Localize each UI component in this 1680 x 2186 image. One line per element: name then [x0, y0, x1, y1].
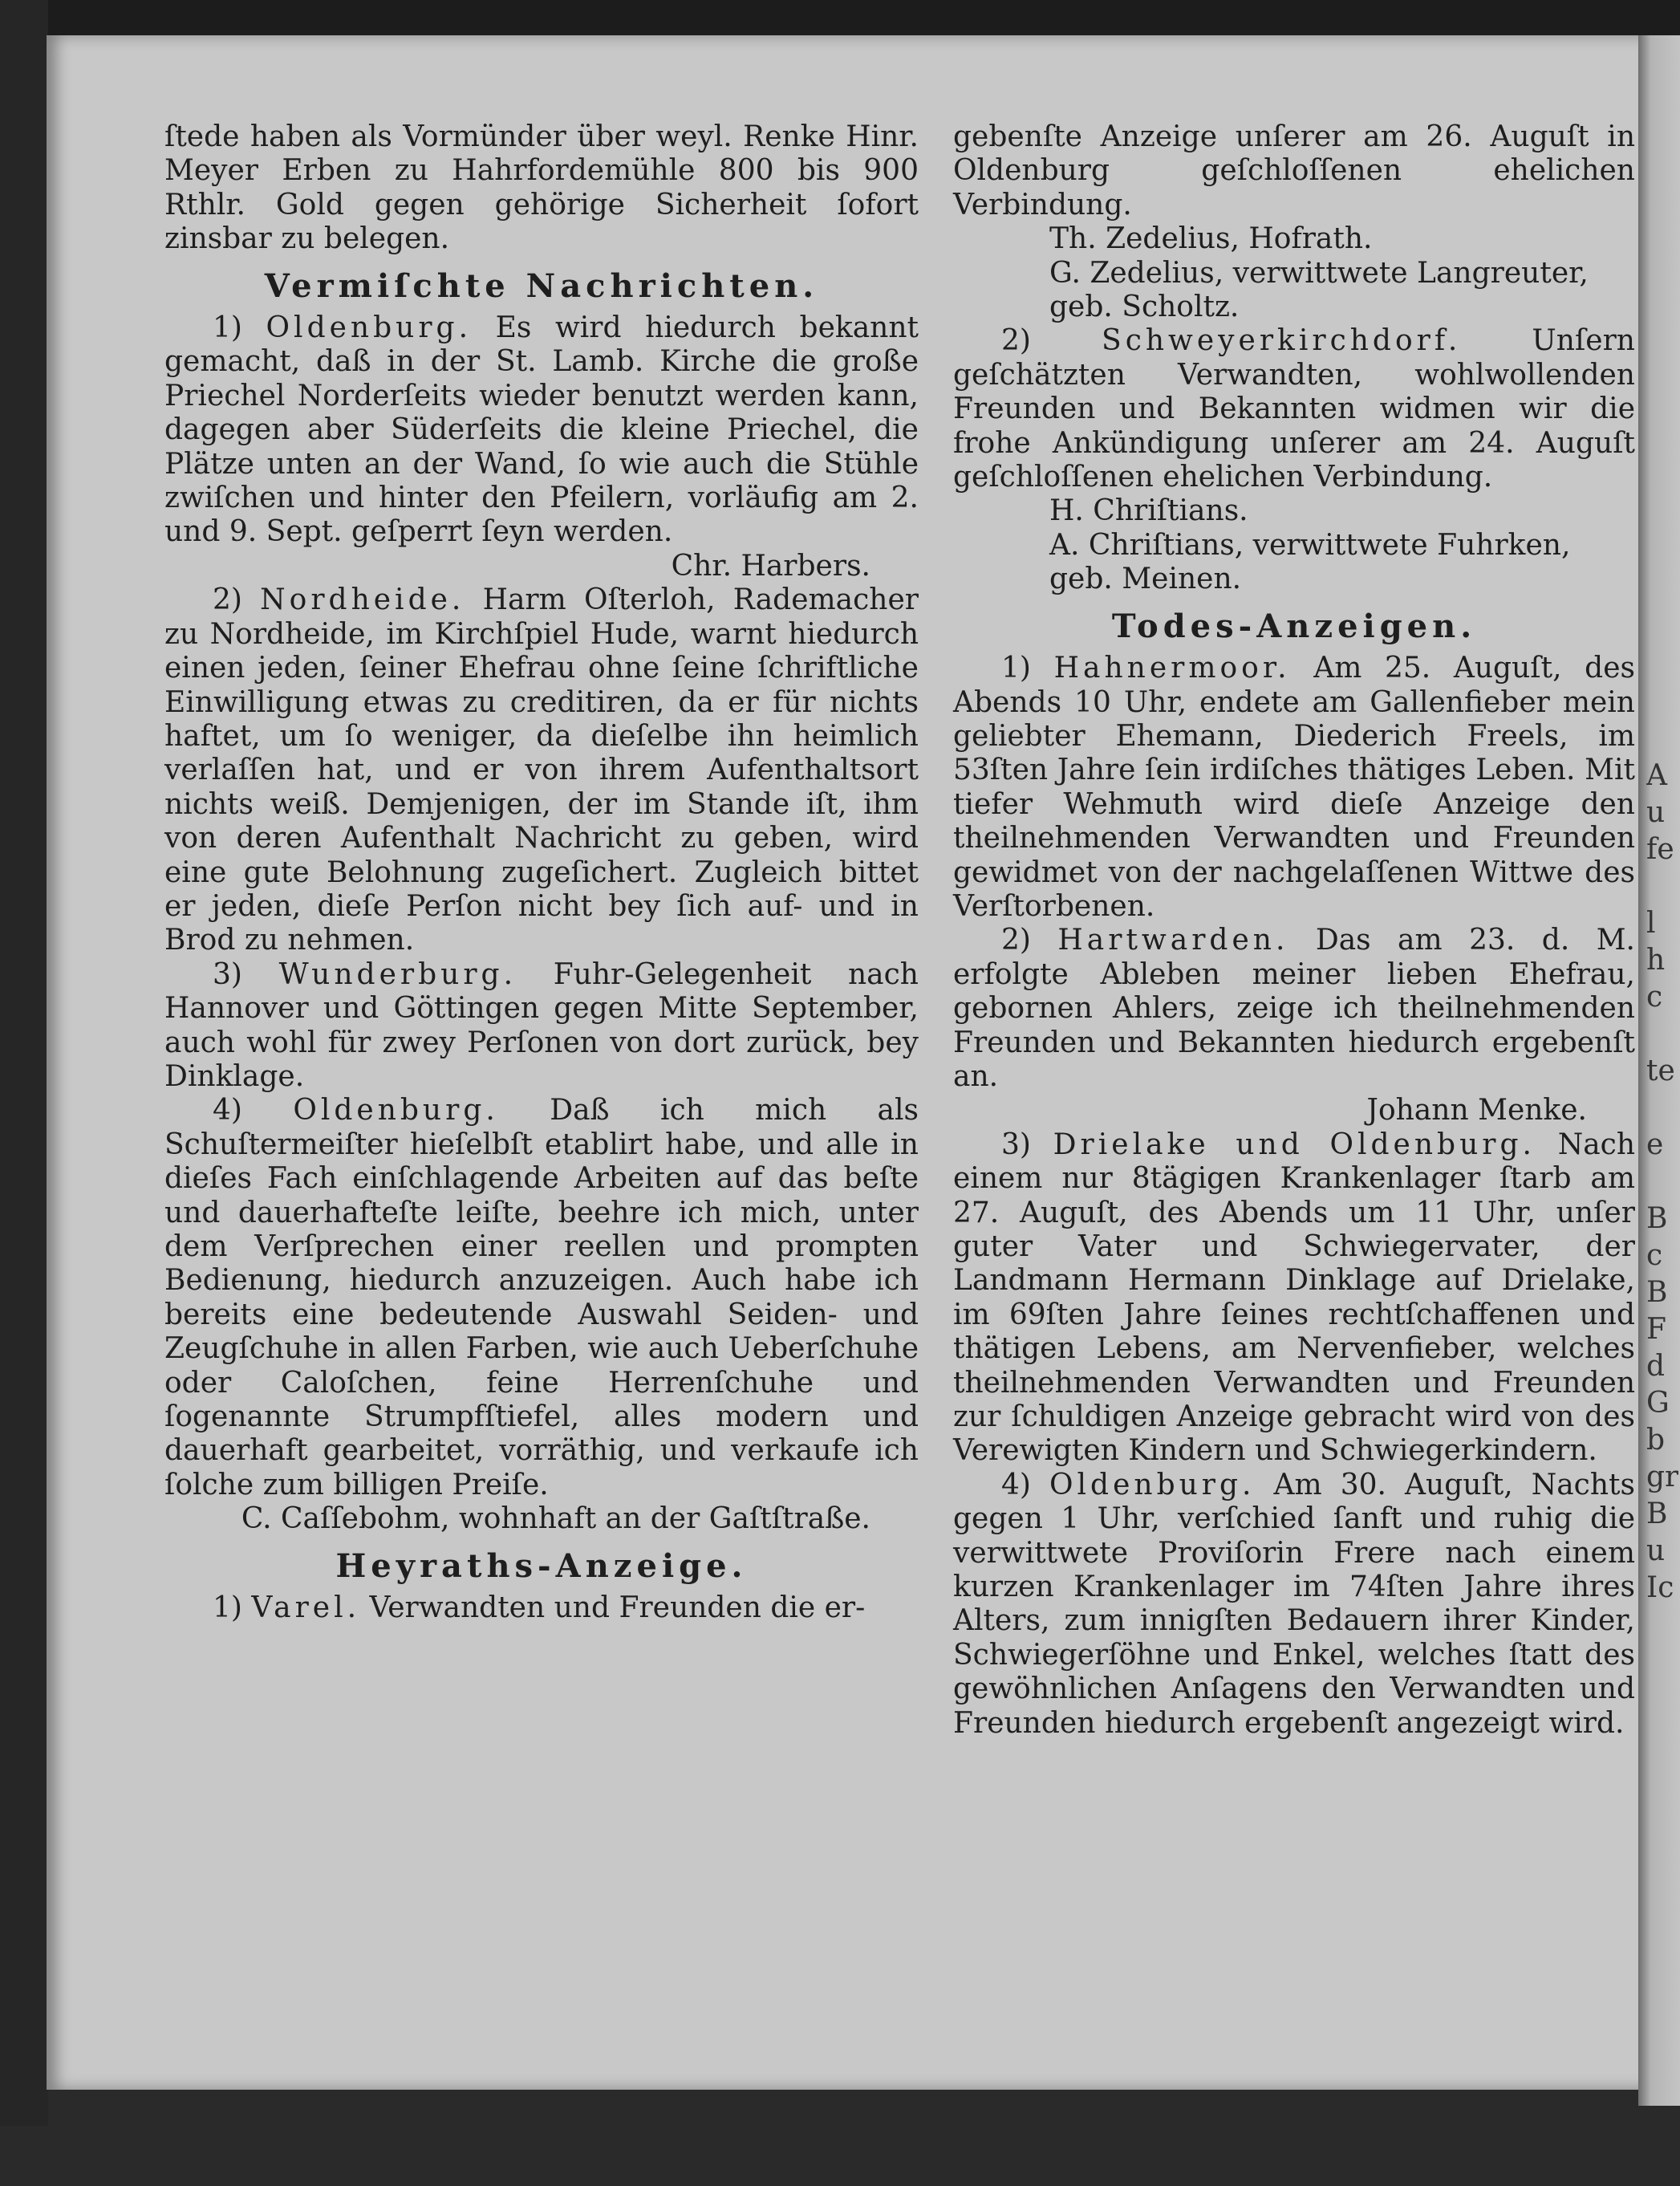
section-heading-vermischte: Vermiſchte Nachrichten. — [264, 266, 819, 305]
marriage-2-signature-2: A. Chriſtians, verwittwete Fuhrken, geb. Meinen. — [1049, 528, 1571, 596]
adjacent-page-fragment: A u fe l h c te e B c B F d G b gr B u Ic — [1646, 759, 1678, 1604]
notice-place: Wunderburg. — [278, 957, 517, 991]
notice-number: 2) — [1001, 324, 1031, 358]
section-heading-todes: Todes-Anzeigen. — [1111, 607, 1477, 645]
notice-text: Harm Oſterloh, Rademacher zu Nordheide, im Kirchſpiel Hude, warnt hiedurch einen jeden, ſeiner Ehefrau ohne ſeine ſchriftliche Einwilligung etwas zu creditiren, da er für nichts haftet, um ſo weniger, da dieſelbe ihn heimlich verlaſſen hat, und er von ihrem Aufenthaltsort nichts weiß. Demjenigen, der im Stande iſt, ihm von deren Aufenthalt Nachricht zu geben, wird eine gute Belohnung zugeſichert. Zugleich bittet er jeden, dieſe Perſon nicht bey ſich auf- und in Brod zu nehmen. — [164, 583, 919, 957]
notice-text: Verwandten und Freunden die er- — [369, 1591, 866, 1625]
notice-number: 4) — [1001, 1468, 1031, 1501]
notice-2 — [164, 583, 919, 957]
right-column — [953, 120, 1635, 1741]
marriage-notice-1-continued: gebenſte Anzeige unſerer am 26. Auguſt in Oldenburg geſchloſſenen ehelichen Verbindung. — [953, 120, 1635, 221]
notice-number: 3) — [213, 957, 242, 991]
notice-number: 2) — [1001, 924, 1031, 957]
notice-number: 4) — [213, 1094, 242, 1128]
notice-4-signature: C. Caſſebohm, wohnhaft an der Gaſtſtraße. — [241, 1502, 870, 1536]
left-column — [164, 120, 919, 1625]
notice-text: Daß ich mich als Schuſtermeiſter hieſelbſt etablirt habe, und alle in dieſes Fach einſchlagende Arbeiten auf das beſte und dauerhafteſte leiſte, beehre ich mich, unter dem Verſprechen einer reellen und prompten Bedienung, hiedurch anzuzeigen. Auch habe ich bereits eine bedeutende Auswahl Seiden- und Zeugſchuhe in allen Farben, wie auch Ueberſchuhe oder Caloſchen, feine Herrenſchuhe und ſogenannte Strumpfſtiefel, alles modern und dauerhaft gearbeitet, vorräthig, und verkaufe ich ſolche zum billigen Preiſe. — [164, 1094, 919, 1501]
scan-background-top — [0, 0, 1680, 40]
notice-text: Am 30. Auguſt, Nachts gegen 1 Uhr, verſchied ſanft und ruhig die verwittwete Proviſorin Frere nach einem kurzen Krankenlager im 74ſten Jahre ihres Alters, zum innigſten Bedauern ihrer Kinder, Schwiegerſöhne und Enkel, welches ſtatt des gewöhnlichen Anſagens den Verwandten und Freunden hiedurch ergebenſt angezeigt wird. — [953, 1468, 1635, 1740]
notice-1-signature: Chr. Harbers. — [671, 549, 870, 583]
notice-place: Oldenburg. — [293, 1094, 499, 1128]
notice-number: 2) — [213, 583, 242, 617]
notice-place: Hahnermoor. — [1053, 652, 1291, 685]
notice-text: Das am 23. d. M. erfolgte Ableben meiner lieben Ehefrau, gebornen Ahlers, zeige ich theilnehmenden Freunden und Bekannten hiedurch ergebenſt an. — [953, 924, 1635, 1093]
marriage-notice-1-start — [164, 1591, 919, 1625]
adjacent-page-edge — [1638, 35, 1680, 2106]
notice-number: 3) — [1001, 1128, 1031, 1161]
section-heading-heyraths: Heyraths-Anzeige. — [335, 1546, 748, 1585]
notice-1 — [164, 311, 919, 550]
notice-text: Fuhr-Gelegenheit nach Hannover und Göttingen gegen Mitte September, auch wohl für zwey Perſonen von dort zurück, bey Dinklage. — [164, 957, 919, 1093]
marriage-1-signature-2: G. Zedelius, verwittwete Langreuter, geb. Scholtz. — [1049, 256, 1589, 324]
marriage-2-signature-1: H. Chriſtians. — [1049, 494, 1248, 528]
notice-place: Varel. — [251, 1591, 361, 1625]
end-rule-divider — [630, 2183, 987, 2186]
notice-place: Oldenburg. — [266, 311, 473, 345]
marriage-1-signature-1: Th. Zedelius, Hofrath. — [1049, 222, 1373, 256]
death-notice-4 — [953, 1469, 1635, 1741]
notice-place: Schweyerkirchdorf. — [1102, 324, 1462, 358]
notice-number: 1) — [213, 1591, 242, 1625]
notice-place: Drielake und Oldenburg. — [1053, 1128, 1536, 1161]
intro-paragraph: ſtede haben als Vormünder über weyl. Renke Hinr. Meyer Erben zu Hahrfordemühle 800 bis 900 Rthlr. Gold gegen gehörige Sicherheit ſofort zinsbar zu belegen. — [164, 120, 919, 256]
notice-4 — [164, 1094, 919, 1502]
notice-text: Es wird hiedurch bekannt gemacht, daß in der St. Lamb. Kirche die große Priechel Norderſeits wieder benutzt werden kann, dagegen aber Süderſeits die kleine Priechel, die Plätze unten an der Wand, ſo wie auch die Stühle zwiſchen und hinter den Pfeilern, vorläufig am 2. und 9. Sept. geſperrt ſeyn werden. — [164, 311, 919, 549]
notice-place: Nordheide. — [260, 583, 465, 617]
marriage-notice-2 — [953, 324, 1635, 494]
notice-number: 1) — [213, 311, 242, 345]
death-notice-1 — [953, 652, 1635, 924]
notice-place: Oldenburg. — [1049, 1468, 1256, 1501]
notice-3 — [164, 958, 919, 1095]
death-notice-2-signature: Johann Menke. — [1366, 1094, 1587, 1128]
notice-text: Nach einem nur 8tägigen Krankenlager ſtarb am 27. Auguſt, des Abends um 11 Uhr, unſer guter Vater und Schwiegervater, der Landmann Hermann Dinklage auf Drielake, im 69ſten Jahre ſeines rechtſchaffenen und thätigen Lebens, am Nervenfieber, welches theilnehmenden Verwandten und Freunden zur ſchuldigen Anzeige gebracht wird von des Verewigten Kindern und Schwiegerkindern. — [953, 1128, 1636, 1468]
death-notice-3 — [953, 1128, 1635, 1469]
scan-background-left — [0, 0, 48, 2126]
death-notice-2 — [953, 924, 1635, 1094]
notice-text: Am 25. Auguſt, des Abends 10 Uhr, endete am Gallenfieber mein geliebter Ehemann, Diederich Freels, im 53ſten Jahre ſein irdiſches thätiges Leben. Mit tiefer Wehmuth wird dieſe Anzeige den theilnehmenden Verwandten und Freunden gewidmet von der nachgelaſſenen Wittwe des Verſtorbenen. — [953, 652, 1635, 923]
notice-number: 1) — [1001, 652, 1031, 685]
notice-text: Unſern geſchätzten Verwandten, wohlwollenden Freunden und Bekannten widmen wir die frohe Ankündigung unſerer am 24. Auguſt geſchloſſenen ehelichen Verbindung. — [953, 324, 1635, 494]
notice-place: Hartwarden. — [1057, 924, 1289, 957]
